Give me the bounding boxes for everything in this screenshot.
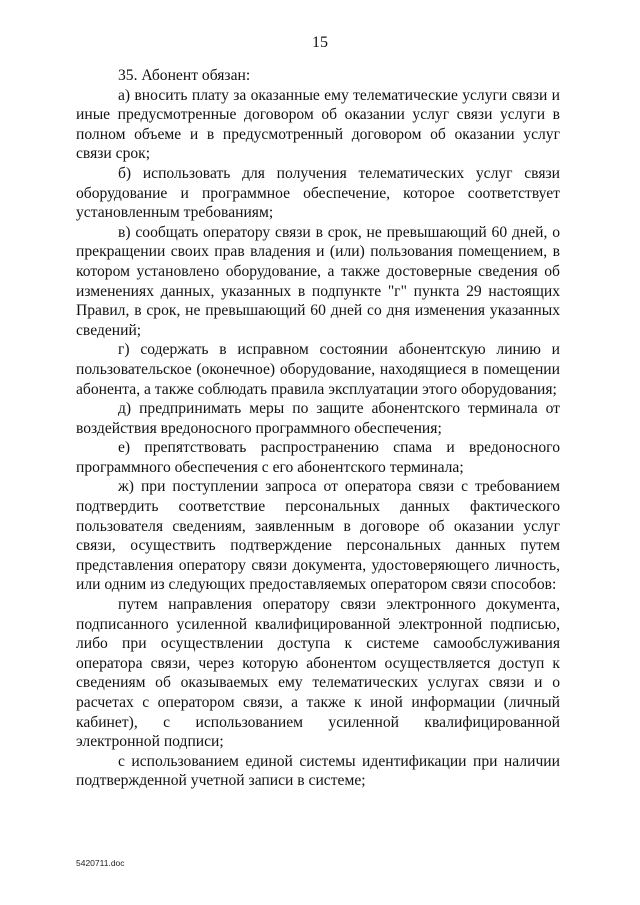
method-unified-identification: с использованием единой системы идентификации при наличии подтвержденной учетной записи в системе;	[76, 752, 560, 790]
clause-item-zh: ж) при поступлении запроса от оператора связи с требованием подтвердить соответствие персональных данных фактического пользователя сведениям, заявленным в договоре об оказании услуг связи, осуществить подтверждение персональных данных путем представления оператору связи документа, удостоверяющего личность, или одним из следующих предоставляемых оператором связи способов:	[76, 478, 560, 594]
clause-item-g: г) содержать в исправном состоянии абонентскую линию и пользовательское (оконечное) оборудование, находящиеся в помещении абонента, а также соблюдать правила эксплуатации этого оборудования;	[76, 341, 560, 398]
method-electronic-document: путем направления оператору связи электронного документа, подписанного усиленной квалифицированной электронной подписью, либо при осуществлении доступа к системе самообслуживания оператора связи, через которую абонентом осуществляется доступ к сведениям об оказываемых ему телематических услугах связи и о расчетах с оператором связи, а также к иной информации (личный кабинет), с использованием усиленной квалифицированной электронной подписи;	[76, 596, 560, 751]
clause-item-e: е) препятствовать распространению спама и вредоносного программного обеспечения с его абонентского терминала;	[76, 439, 560, 476]
clause-item-v: в) сообщать оператору связи в срок, не превышающий 60 дней, о прекращении своих прав владения и (или) пользования помещением, в котором установлено оборудование, а также достоверные сведения об изменениях данных, указанных в подпункте "г" пункта 29 настоящих Правил, в срок, не превышающий 60 дней со дня изменения указанных сведений;	[76, 223, 560, 339]
footer-filename: 5420711.doc	[76, 858, 125, 868]
clause-item-a: а) вносить плату за оказанные ему телематические услуги связи и иные предусмотренные договором об оказании услуг связи услуги в полном объеме и в предусмотренный договором об оказании услуг связи срок;	[76, 86, 560, 163]
clause-item-b: б) использовать для получения телематических услуг связи оборудование и программное обеспечение, которое соответствует установленным требованиям;	[76, 164, 560, 222]
clause-35-heading: 35. Абонент обязан:	[118, 67, 251, 84]
document-body	[76, 66, 560, 791]
page-number: 15	[312, 34, 328, 51]
clause-item-d: д) предпринимать меры по защите абонентского терминала от воздействия вредоносного программного обеспечения;	[76, 400, 560, 437]
